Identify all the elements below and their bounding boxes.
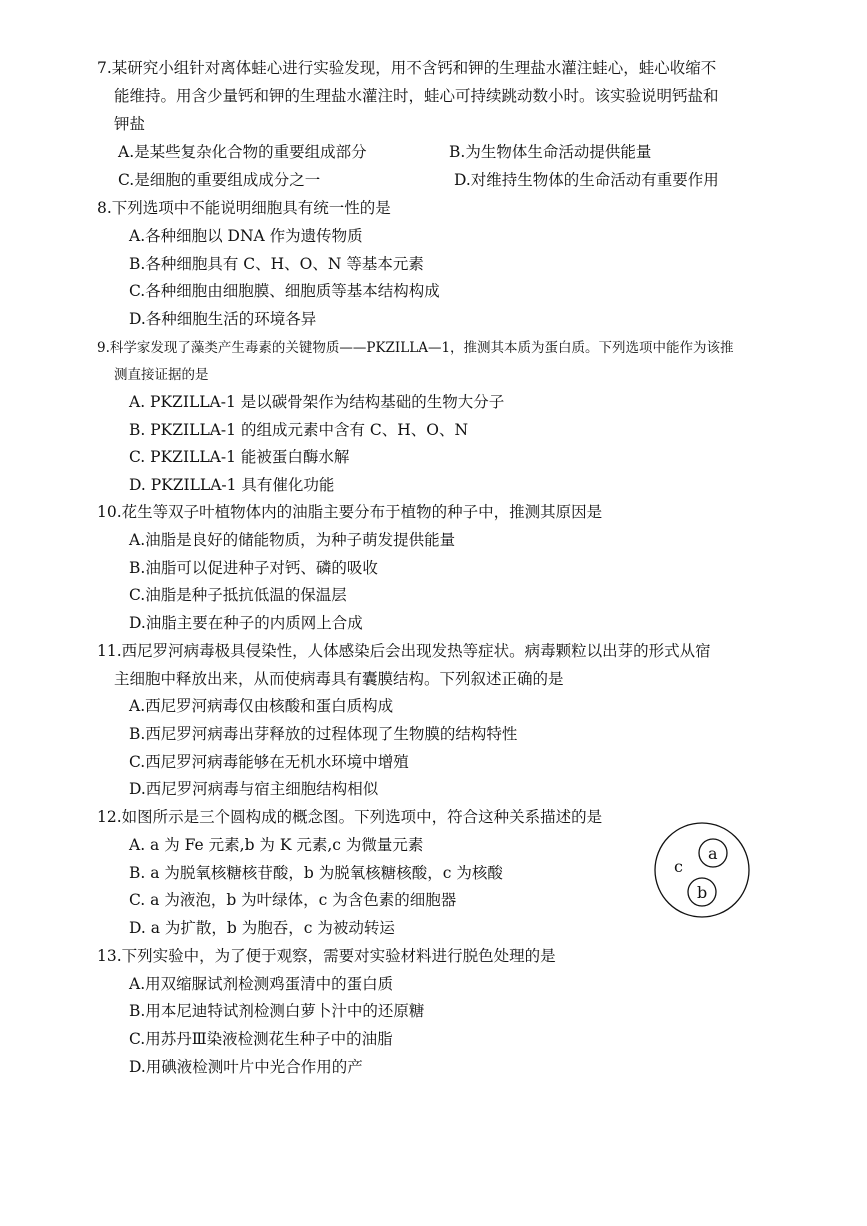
q11-option-b: B.西尼罗河病毒出芽释放的过程体现了生物膜的结构特性 [129,725,518,743]
q12-stem: 12.如图所示是三个圆构成的概念图。下列选项中，符合这种关系描述的是 [97,808,603,826]
q7-stem-line3: 钾盐 [114,115,146,133]
q12-option-d: D. a 为扩散，b 为胞吞，c 为被动转运 [129,919,395,937]
q12-option-c: C. a 为液泡，b 为叶绿体，c 为含色素的细胞器 [129,891,457,909]
q9-option-a: A. PKZILLA-1 是以碳骨架作为结构基础的生物大分子 [129,393,505,411]
label-a: a [708,844,718,863]
q13-option-a: A.用双缩脲试剂检测鸡蛋清中的蛋白质 [129,975,394,993]
q8-option-b: B.各种细胞具有 C、H、O、N 等基本元素 [129,255,424,273]
circle-c [655,823,749,917]
q8-option-c: C.各种细胞由细胞膜、细胞质等基本结构构成 [129,282,440,300]
q10-option-d: D.油脂主要在种子的内质网上合成 [129,614,363,632]
q11-stem-line2: 主细胞中释放出来，从而使病毒具有囊膜结构。下列叙述正确的是 [114,670,564,688]
q13-option-c: C.用苏丹Ⅲ染液检测花生种子中的油脂 [129,1030,393,1048]
q9-option-c: C. PKZILLA-1 能被蛋白酶水解 [129,448,350,466]
q9-option-d: D. PKZILLA-1 具有催化功能 [129,476,335,494]
q13-stem: 13.下列实验中，为了便于观察，需要对实验材料进行脱色处理的是 [97,947,556,965]
q9-stem-line2: 测直接证据的是 [114,367,209,383]
concept-circles-diagram [652,820,752,920]
q10-option-a: A.油脂是良好的储能物质，为种子萌发提供能量 [129,531,456,549]
q7-stem-line2: 能维持。用含少量钙和钾的生理盐水灌注时，蛙心可持续跳动数小时。该实验说明钙盐和 [114,87,719,105]
q7-stem-line1: 7.某研究小组针对离体蛙心进行实验发现，用不含钙和钾的生理盐水灌注蛙心，蛙心收缩不 [97,59,717,77]
q7-option-b: B.为生物体生命活动提供能量 [449,143,652,161]
q8-stem: 8.下列选项中不能说明细胞具有统一性的是 [97,199,391,217]
q12-option-b: B. a 为脱氧核糖核苷酸，b 为脱氧核糖核酸，c 为核酸 [129,864,503,882]
q10-stem: 10.花生等双子叶植物体内的油脂主要分布于植物的种子中，推测其原因是 [97,503,603,521]
label-c: c [674,857,683,876]
q11-option-a: A.西尼罗河病毒仅由核酸和蛋白质构成 [129,697,394,715]
q9-option-b: B. PKZILLA-1 的组成元素中含有 C、H、O、N [129,421,469,439]
q7-option-a: A.是某些复杂化合物的重要组成部分 [118,143,367,161]
q13-option-d: D.用碘液检测叶片中光合作用的产 [129,1058,363,1076]
q11-stem-line1: 11.西尼罗河病毒极具侵染性，人体感染后会出现发热等症状。病毒颗粒以出芽的形式从宿 [97,642,711,660]
q8-option-d: D.各种细胞生活的环境各异 [129,310,317,328]
q7-option-d: D.对维持生物体的生命活动有重要作用 [454,171,719,189]
q11-option-c: C.西尼罗河病毒能够在无机水环境中增殖 [129,753,409,771]
q10-option-c: C.油脂是种子抵抗低温的保温层 [129,586,347,604]
q11-option-d: D.西尼罗河病毒与宿主细胞结构相似 [129,780,379,798]
q13-option-b: B.用本尼迪特试剂检测白萝卜汁中的还原糖 [129,1002,425,1020]
q12-option-a: A. a 为 Fe 元素,b 为 K 元素,c 为微量元素 [129,836,424,854]
label-b: b [697,883,708,902]
q9-stem-line1: 9.科学家发现了藻类产生毒素的关键物质——PKZILLA—1，推测其本质为蛋白质。下列选项中能作为该推 [97,340,734,356]
q8-option-a: A.各种细胞以 DNA 作为遗传物质 [129,227,363,245]
q7-option-c: C.是细胞的重要组成成分之一 [118,171,321,189]
q10-option-b: B.油脂可以促进种子对钙、磷的吸收 [129,559,378,577]
